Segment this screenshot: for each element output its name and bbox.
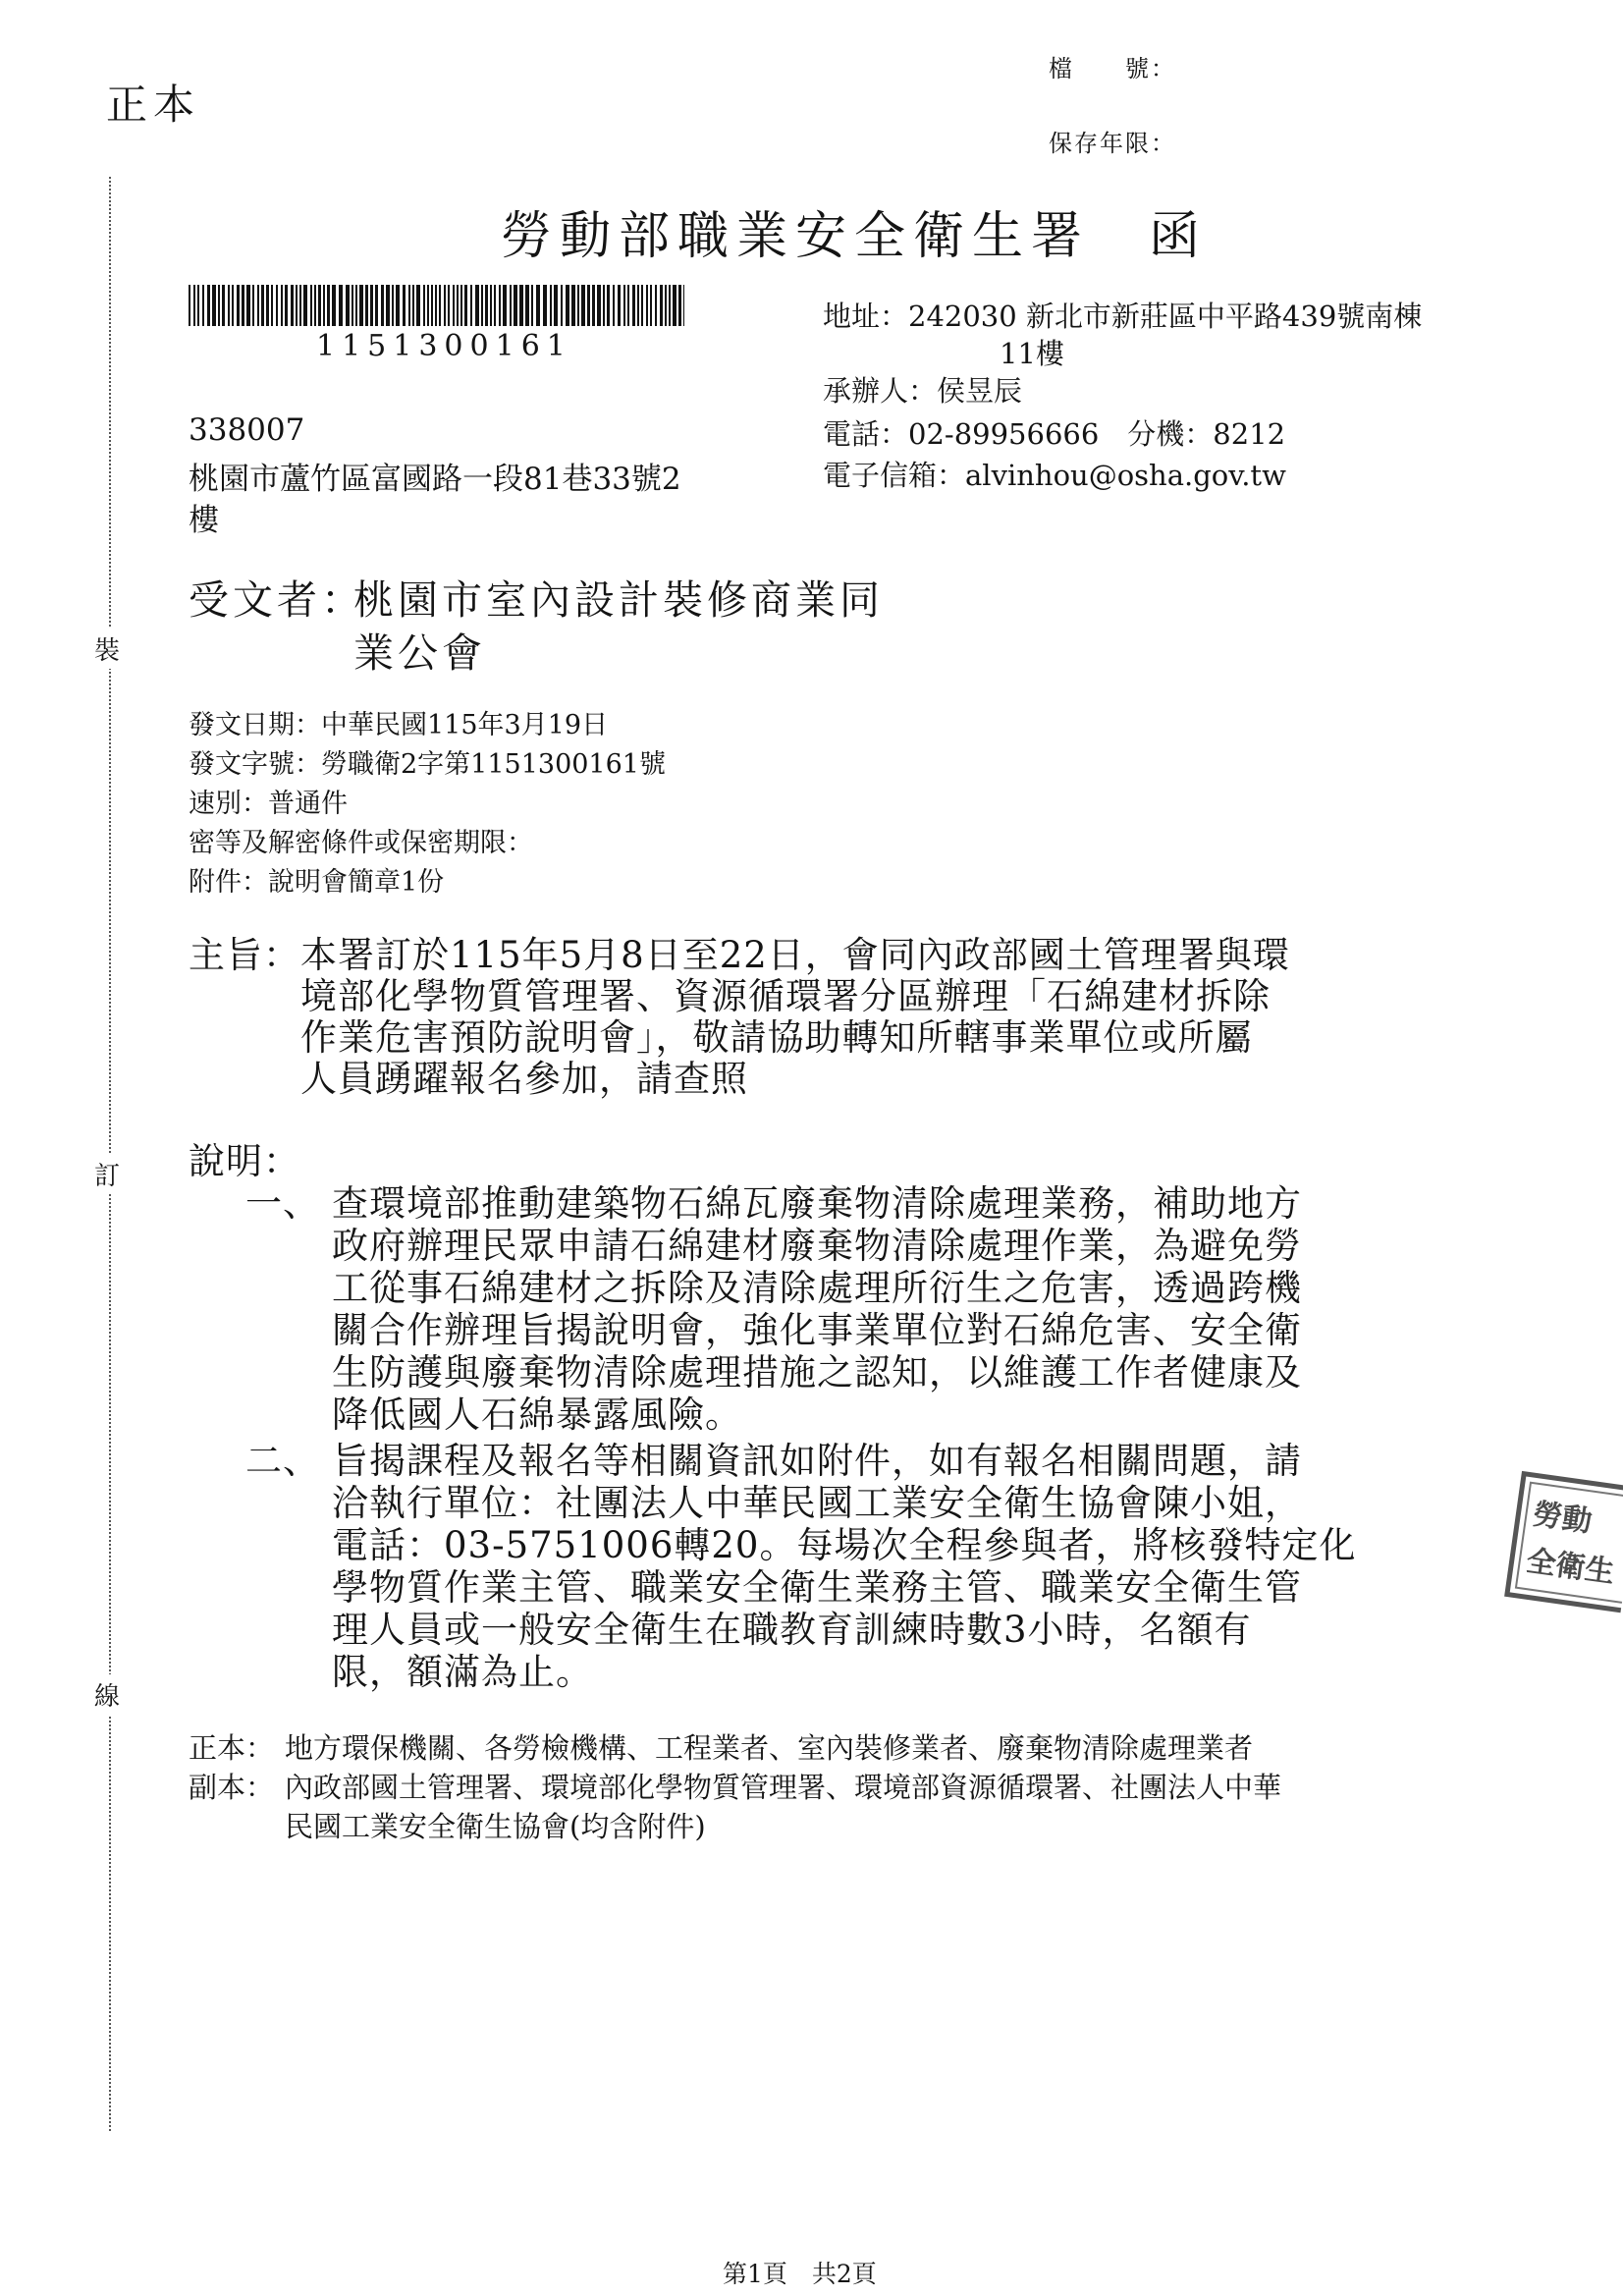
barcode-bar: [314, 285, 316, 326]
barcode-bar: [310, 285, 312, 326]
barcode-bar: [577, 285, 579, 326]
barcode-bar: [519, 285, 523, 326]
recipient-address-line1: 桃園市蘆竹區富國路一段81巷33號2: [189, 462, 681, 497]
svg-text:全衛生: 全衛生: [1524, 1544, 1617, 1591]
barcode-bar: [266, 285, 269, 326]
barcode-bar: [514, 285, 517, 326]
barcode-bar: [252, 285, 254, 326]
retention-period-label: 保存年限：: [1049, 130, 1176, 157]
subject-line: 作業危害預防說明會」，敬請協助轉知所轄事業單位或所屬: [300, 1016, 1253, 1059]
barcode-bar: [222, 285, 225, 326]
barcode-bar: [193, 285, 195, 326]
barcode-bar: [370, 285, 373, 326]
barcode-bar: [499, 285, 501, 326]
barcode-bar: [623, 285, 625, 326]
barcode-bar: [202, 285, 204, 326]
sender-address-line1: 地址：242030 新北市新莊區中平路439號南棟: [823, 300, 1423, 333]
barcode-bar: [396, 285, 400, 326]
svg-text:勞動: 勞動: [1531, 1497, 1595, 1540]
recipient-address-line2: 樓: [189, 503, 219, 538]
item-line: 電話：03-5751006轉20。每場次全程參與者，將核發特定化: [332, 1524, 1357, 1566]
copy-recipients-line2: 民國工業安全衛生協會(均含附件): [285, 1810, 706, 1843]
barcode-bar: [566, 285, 569, 326]
barcode-bar: [597, 285, 601, 326]
barcode-bar: [403, 285, 406, 326]
barcode-bar: [464, 285, 467, 326]
barcode-bar: [453, 285, 455, 326]
subject-line: 境部化學物質管理署、資源循環署分區辦理「石綿建材拆除: [300, 975, 1271, 1017]
barcode-bar: [408, 285, 410, 326]
document-number: 發文字號：勞職衛2字第1151300161號: [189, 749, 666, 780]
barcode-bar: [571, 285, 575, 326]
barcode-bar: [660, 285, 663, 326]
handler: 承辦人：侯昱辰: [823, 374, 1023, 408]
binding-mark-xian: 線: [94, 1674, 120, 1715]
barcode-bar: [460, 285, 462, 326]
barcode-bar: [242, 285, 244, 326]
barcode-bar: [510, 285, 512, 326]
document-title: 勞動部職業安全衛生署 函: [501, 207, 1209, 266]
barcode-number: 1151300161: [316, 329, 572, 363]
barcode-bar: [355, 285, 357, 326]
barcode-bar: [655, 285, 657, 326]
barcode-bar: [303, 285, 307, 326]
barcode-bar: [646, 285, 648, 326]
original-copy-mark: 正本: [106, 81, 201, 129]
barcode-bar: [427, 285, 429, 326]
barcode-bar: [346, 285, 350, 326]
item-line: 學物質作業主管、職業安全衛生業務主管、職業安全衛生管: [332, 1566, 1302, 1609]
item-line: 洽執行單位：社團法人中華民國工業安全衛生協會陳小姐，: [332, 1482, 1302, 1524]
subject-label: 主旨：: [189, 934, 300, 976]
explanation-label: 說明：: [189, 1140, 300, 1182]
barcode-bar: [650, 285, 652, 326]
barcode-bar: [392, 285, 394, 326]
classification: 密等及解密條件或保密期限：: [189, 828, 533, 858]
barcode-bar: [665, 285, 667, 326]
item-line: 降低國人石綿暴露風險。: [332, 1394, 742, 1436]
barcode-bar: [490, 285, 492, 326]
item-line: 工從事石綿建材之拆除及清除處理所衍生之危害，透過跨機: [332, 1267, 1302, 1309]
email: 電子信箱：alvinhou@osha.gov.tw: [823, 459, 1286, 492]
barcode-bar: [678, 285, 681, 326]
barcode: [189, 285, 684, 326]
barcode-bar: [246, 285, 250, 326]
barcode-bar: [296, 285, 298, 326]
barcode-bar: [669, 285, 671, 326]
barcode-bar: [550, 285, 552, 326]
barcode-bar: [207, 285, 210, 326]
barcode-bar: [448, 285, 450, 326]
item-line: 關合作辦理旨揭說明會，強化事業單位對石綿危害、安全衛: [332, 1309, 1302, 1351]
binding-mark-zhuang: 裝: [94, 629, 120, 669]
barcode-bar: [673, 285, 676, 326]
barcode-bar: [381, 285, 384, 326]
receiver-name-line1: 桃園市室內設計裝修商業同: [353, 576, 884, 624]
barcode-bar: [189, 285, 190, 326]
file-number-label: 檔 號：: [1049, 55, 1176, 82]
barcode-bar: [481, 285, 483, 326]
barcode-bar: [470, 285, 472, 326]
barcode-bar: [323, 285, 325, 326]
barcode-bar: [291, 285, 294, 326]
barcode-bar: [375, 285, 378, 326]
barcode-bar: [683, 285, 684, 326]
barcode-bar: [197, 285, 199, 326]
barcode-bar: [603, 285, 605, 326]
barcode-bar: [435, 285, 437, 326]
barcode-bar: [475, 285, 479, 326]
barcode-bar: [339, 285, 343, 326]
barcode-bar: [271, 285, 273, 326]
barcode-bar: [318, 285, 321, 326]
barcode-bar: [232, 285, 234, 326]
attachment: 附件：說明會簡章1份: [189, 867, 445, 898]
official-seal-stamp: [1504, 1470, 1623, 1613]
barcode-bar: [257, 285, 259, 326]
barcode-bar: [525, 285, 529, 326]
barcode-bar: [281, 285, 283, 326]
copy-recipients-line1: 內政部國土管理署、環境部化學物質管理署、環境部資源循環署、社團法人中華: [285, 1771, 1282, 1804]
barcode-bar: [632, 285, 635, 326]
barcode-bar: [444, 285, 446, 326]
barcode-bar: [299, 285, 301, 326]
item-line: 旨揭課程及報名等相關資訊如附件，如有報名相關問題，請: [332, 1440, 1302, 1482]
subject-line: 本署訂於115年5月8日至22日，會同內政部國土管理署與環: [300, 934, 1290, 976]
barcode-bar: [587, 285, 590, 326]
barcode-bar: [439, 285, 441, 326]
sender-address-line2: 11樓: [1000, 337, 1064, 370]
barcode-bar: [332, 285, 336, 326]
barcode-bar: [543, 285, 547, 326]
barcode-bar: [457, 285, 459, 326]
item-line: 查環境部推動建築物石綿瓦廢棄物清除處理業務，補助地方: [332, 1182, 1302, 1225]
barcode-bar: [416, 285, 420, 326]
barcode-bar: [618, 285, 621, 326]
item-line: 理人員或一般安全衛生在職教育訓練時數3小時，名額有: [332, 1609, 1252, 1651]
item-number: 二、: [245, 1440, 320, 1482]
barcode-bar: [431, 285, 433, 326]
barcode-bar: [503, 285, 507, 326]
item-line: 生防護與廢棄物清除處理措施之認知，以維護工作者健康及: [332, 1351, 1302, 1394]
barcode-bar: [327, 285, 330, 326]
barcode-bar: [212, 285, 216, 326]
barcode-bar: [218, 285, 220, 326]
barcode-bar: [536, 285, 540, 326]
page-number: 第1頁 共2頁: [723, 2260, 877, 2288]
subject-line: 人員踴躍報名參加，請查照: [300, 1058, 748, 1100]
barcode-bar: [554, 285, 558, 326]
barcode-bar: [359, 285, 363, 326]
phone: 電話：02-89956666 分機：8212: [823, 417, 1286, 451]
barcode-bar: [423, 285, 425, 326]
recipient-zip: 338007: [189, 412, 305, 448]
barcode-bar: [607, 285, 610, 326]
barcode-bar: [412, 285, 414, 326]
barcode-bar: [641, 285, 643, 326]
barcode-bar: [592, 285, 595, 326]
barcode-bar: [276, 285, 278, 326]
barcode-bar: [237, 285, 240, 326]
barcode-bar: [365, 285, 368, 326]
barcode-bar: [352, 285, 353, 326]
barcode-bar: [613, 285, 615, 326]
barcode-bar: [485, 285, 488, 326]
issue-date: 發文日期：中華民國115年3月19日: [189, 710, 609, 740]
barcode-bar: [531, 285, 533, 326]
barcode-bar: [581, 285, 585, 326]
item-line: 限，額滿為止。: [332, 1651, 593, 1693]
barcode-bar: [386, 285, 390, 326]
item-number: 一、: [245, 1182, 320, 1225]
barcode-bar: [627, 285, 629, 326]
copy-recipients-label: 副本：: [189, 1771, 275, 1804]
original-recipients-label: 正本：: [189, 1731, 275, 1765]
item-line: 政府辦理民眾申請石綿建材廢棄物清除處理作業，為避免勞: [332, 1225, 1302, 1267]
urgency: 速別：普通件: [189, 789, 348, 819]
barcode-bar: [494, 285, 496, 326]
original-recipients: 地方環保機關、各勞檢機構、工程業者、室內裝修業者、廢棄物清除處理業者: [285, 1731, 1254, 1765]
barcode-bar: [228, 285, 230, 326]
barcode-bar: [285, 285, 288, 326]
barcode-bar: [261, 285, 264, 326]
binding-mark-ding: 訂: [94, 1154, 120, 1194]
barcode-bar: [561, 285, 563, 326]
receiver-label: 受文者：: [189, 576, 365, 624]
receiver-name-line2: 業公會: [353, 629, 486, 677]
barcode-bar: [637, 285, 639, 326]
